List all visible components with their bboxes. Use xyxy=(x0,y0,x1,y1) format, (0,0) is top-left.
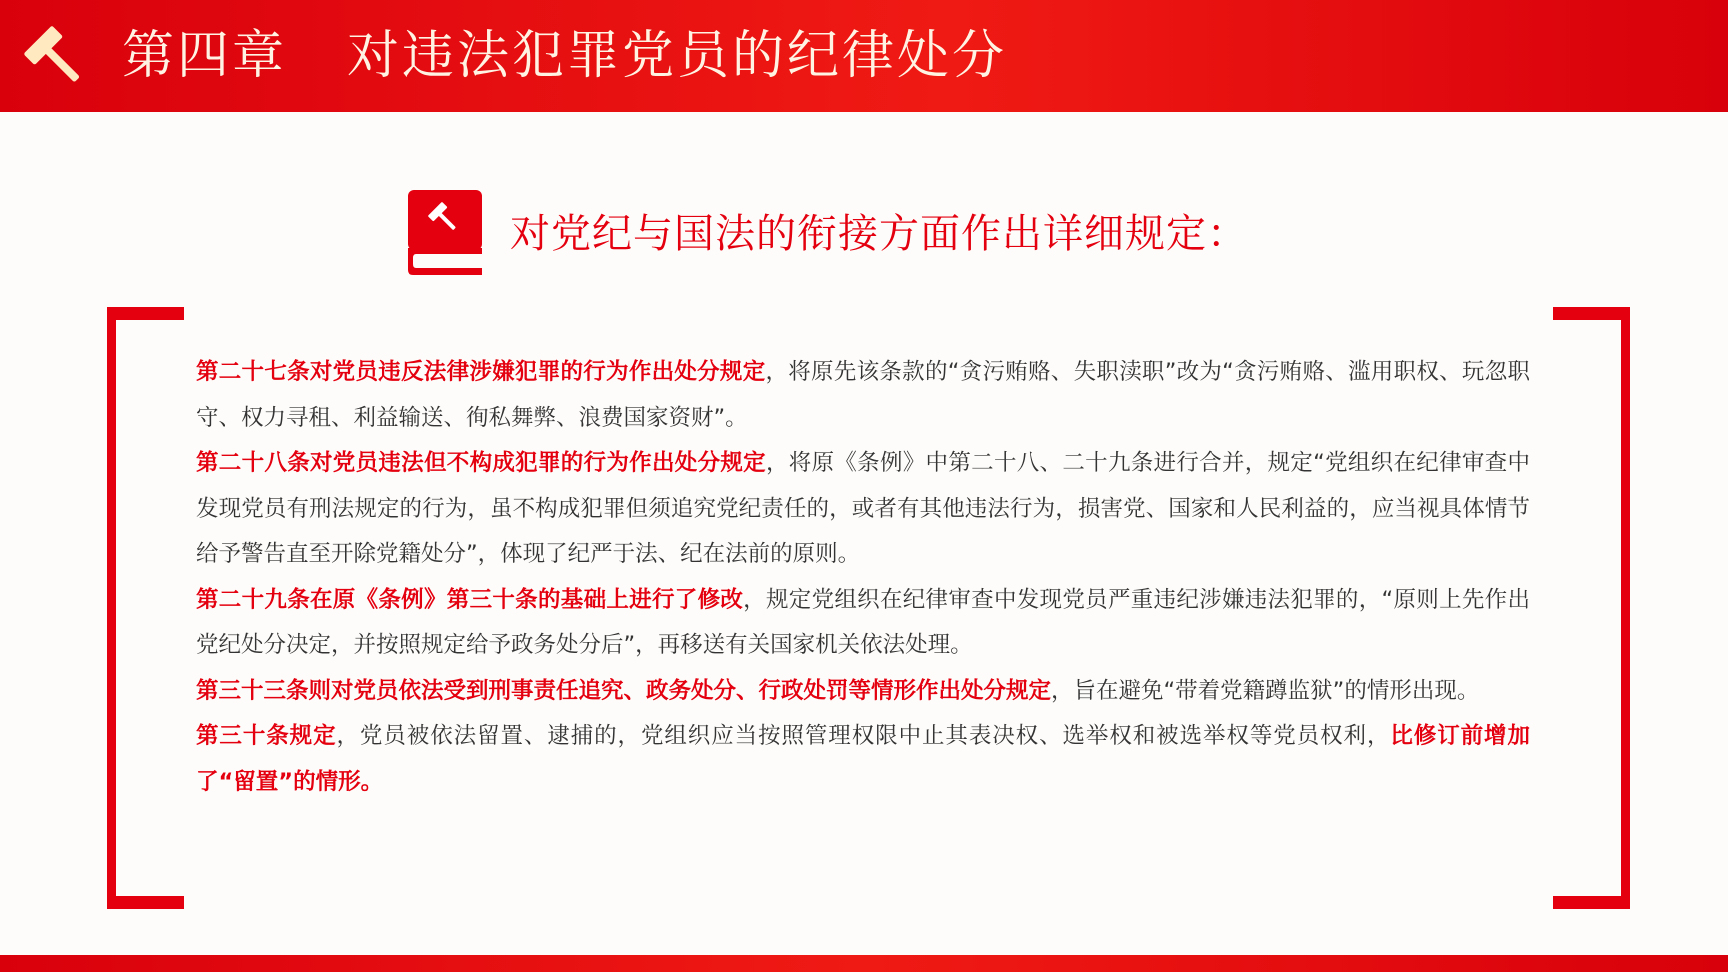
section-subtitle: 对党纪与国法的衔接方面作出详细规定： xyxy=(510,211,1248,257)
paragraph-body: ，将原先该条款的“贪污贿赂、失职渎职”改为“贪污贿赂、滥用职权、玩忽职守、权力寻租、利益输送、徇私舞弊、浪费国家资财”。 xyxy=(196,359,1530,431)
paragraph-article-33 xyxy=(196,669,1530,715)
paragraph-article-29 xyxy=(196,578,1530,669)
footer-bar xyxy=(0,955,1728,972)
party-book-icon xyxy=(404,188,486,276)
paragraph-article-27 xyxy=(196,350,1530,441)
right-bracket-decoration xyxy=(1553,307,1630,909)
paragraph-highlight: 第三十条规定 xyxy=(196,723,337,749)
chapter-name: 对违法犯罪党员的纪律处分 xyxy=(347,26,1008,86)
paragraph-highlight: 第二十九条在原《条例》第三十条的基础上进行了修改 xyxy=(196,586,744,613)
article-content xyxy=(196,350,1530,805)
paragraph-body: ，规定党组织在纪律审查中发现党员严重违纪涉嫌违法犯罪的，“原则上先作出党纪处分决定，并按照规定给予政务处分后”，再移送有关国家机关依法处理。 xyxy=(196,586,1530,658)
paragraph-body: ，旨在避免“带着党籍蹲监狱”的情形出现。 xyxy=(1051,677,1480,704)
paragraph-article-28 xyxy=(196,441,1530,578)
chapter-number: 第四章 xyxy=(122,26,288,86)
paragraph-body: ，将原《条例》中第二十八、二十九条进行合并，规定“党组织在纪律审查中发现党员有刑法规定的行为，虽不构成犯罪但须追究党纪责任的，或者有其他违法行为，损害党、国家和人民利益的，应当视具体情节给予警告直至开除党籍处分”，体现了纪严于法、纪在法前的原则。 xyxy=(196,450,1530,567)
paragraph-body: ，党员被依法留置、逮捕的，党组织应当按照管理权限中止其表决权、选举权和被选举权等党员权利， xyxy=(336,723,1391,749)
hammer-sickle-icon xyxy=(20,22,92,94)
left-bracket-decoration xyxy=(107,307,184,909)
chapter-title xyxy=(122,20,1007,92)
paragraph-highlight: 第三十三条则对党员依法受到刑事责任追究、政务处分、行政处罚等情形作出处分规定 xyxy=(196,677,1052,704)
header-bar xyxy=(0,0,1728,112)
paragraph-highlight: 第二十七条对党员违反法律涉嫌犯罪的行为作出处分规定 xyxy=(196,359,766,385)
paragraph-article-30 xyxy=(196,714,1530,805)
paragraph-highlight: 第二十八条对党员违法但不构成犯罪的行为作出处分规定 xyxy=(196,450,766,476)
paragraph-highlight-end: 比修订前增加了“留置”的情形。 xyxy=(196,723,1530,795)
